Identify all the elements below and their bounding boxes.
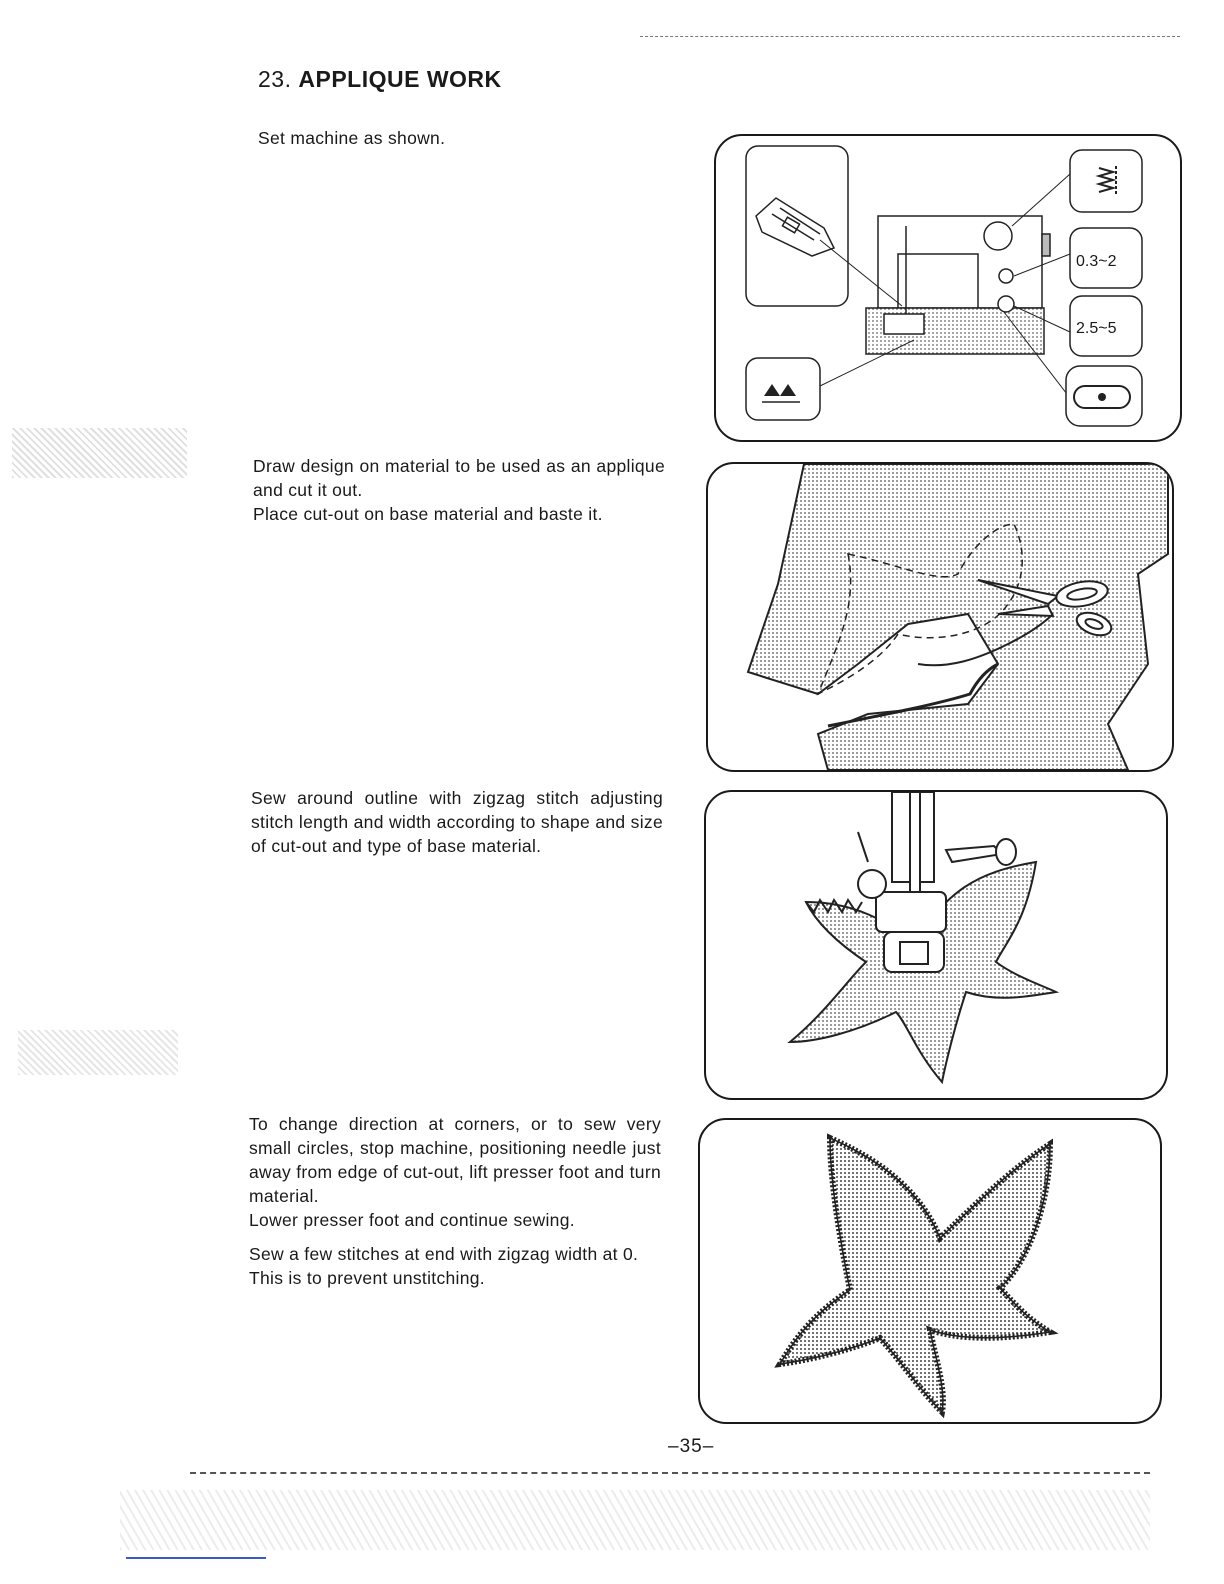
machine-settings-svg	[716, 136, 1180, 440]
pattern-dial	[984, 222, 1012, 250]
step-1-text	[258, 126, 678, 150]
machine-settings-illustration	[714, 134, 1182, 442]
step-4-line: Lower presser foot and continue sewing.	[249, 1210, 575, 1230]
presser-foot-box	[746, 146, 848, 306]
step-2-text	[253, 454, 665, 526]
width-dial	[999, 269, 1013, 283]
cutting-applique-illustration	[706, 462, 1174, 772]
sewing-machine-drawing	[866, 216, 1050, 354]
section-heading	[258, 66, 502, 93]
finished-applique-illustration	[698, 1118, 1162, 1424]
step-2-line: Draw design on material to be used as an applique and cut it out.	[253, 456, 665, 500]
step-4-text	[249, 1112, 661, 1290]
base-material	[748, 464, 1168, 770]
stitch-width-value: 0.3~2	[1076, 253, 1117, 270]
scan-speck	[12, 428, 187, 478]
step-3-text	[251, 786, 663, 858]
sewing-outline-illustration	[704, 790, 1168, 1100]
stitch-length-value: 2.5~5	[1076, 320, 1117, 337]
cutting-svg	[708, 464, 1172, 770]
scan-speck	[120, 1490, 1150, 1550]
finished-svg	[700, 1120, 1160, 1422]
page-number: –35–	[668, 1436, 715, 1457]
needle-center-dot	[1098, 393, 1106, 401]
section-title: APPLIQUE WORK	[298, 66, 502, 92]
scan-speck	[18, 1030, 178, 1075]
feed-dog-box	[746, 358, 820, 420]
step-4-line: To change direction at corners, or to sew very small circles, stop machine, positioning needle just away from edge of cut-out, lift presser foot and turn material.	[249, 1114, 661, 1206]
finished-leaf	[780, 1138, 1050, 1412]
sewing-svg	[706, 792, 1166, 1098]
step-4-line: This is to prevent unstitching.	[249, 1268, 485, 1288]
top-rule	[640, 36, 1180, 37]
step-3-line: Sew around outline with zigzag stitch adjusting stitch length and width according to shape and size of cut-out and type of base material.	[251, 788, 663, 856]
scan-underline	[126, 1557, 266, 1559]
length-dial	[998, 296, 1014, 312]
step-2-line: Place cut-out on base material and baste it.	[253, 504, 603, 524]
step-1-line: Set machine as shown.	[258, 128, 446, 148]
section-number: 23.	[258, 66, 292, 92]
step-4-line: Sew a few stitches at end with zigzag width at 0.	[249, 1244, 639, 1264]
bottom-rule	[190, 1472, 1150, 1474]
